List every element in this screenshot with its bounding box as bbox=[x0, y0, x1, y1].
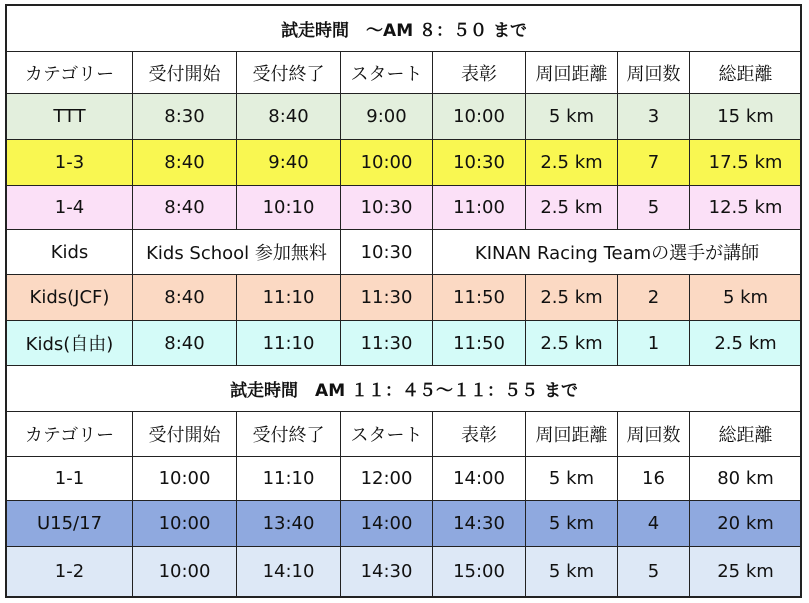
cell-start: 10:30 bbox=[341, 185, 433, 230]
cell-start: 10:00 bbox=[341, 140, 433, 186]
cell-reg-end: 10:10 bbox=[237, 185, 341, 230]
cell-reg-start: 8:40 bbox=[133, 185, 237, 230]
cell-category: Kids(自由) bbox=[7, 320, 133, 366]
cell-category: TTT bbox=[7, 94, 133, 140]
cell-reg-end: 13:40 bbox=[237, 501, 341, 547]
cell-start: 12:00 bbox=[341, 456, 433, 501]
table-row bbox=[7, 94, 802, 140]
table-row bbox=[7, 547, 802, 597]
section2-header-row bbox=[7, 412, 802, 457]
table-row bbox=[7, 140, 802, 186]
cell-category: 1-2 bbox=[7, 547, 133, 597]
header-category: カテゴリー bbox=[7, 412, 133, 457]
table-row-kids bbox=[7, 230, 802, 275]
cell-category: Kids bbox=[7, 230, 133, 275]
table-row bbox=[7, 320, 802, 366]
cell-lap: 5 km bbox=[526, 547, 618, 597]
section1-title: 試走時間 ～AM ８：５０ まで bbox=[7, 6, 802, 52]
cell-start: 11:30 bbox=[341, 320, 433, 366]
cell-total: 80 km bbox=[690, 456, 802, 501]
cell-total: 5 km bbox=[690, 275, 802, 321]
section1-title-row bbox=[7, 6, 802, 52]
cell-reg-start: 8:40 bbox=[133, 320, 237, 366]
cell-category: U15/17 bbox=[7, 501, 133, 547]
section2-title-row bbox=[7, 366, 802, 412]
header-total-distance: 総距離 bbox=[690, 51, 802, 94]
cell-award: 10:30 bbox=[433, 140, 526, 186]
cell-reg-end: 11:10 bbox=[237, 275, 341, 321]
header-laps: 周回数 bbox=[618, 51, 690, 94]
cell-reg-start: 8:30 bbox=[133, 94, 237, 140]
cell-award: 11:00 bbox=[433, 185, 526, 230]
cell-laps: 3 bbox=[618, 94, 690, 140]
cell-category: Kids(JCF) bbox=[7, 275, 133, 321]
cell-lap: 2.5 km bbox=[526, 140, 618, 186]
table-row bbox=[7, 275, 802, 321]
cell-award: 10:00 bbox=[433, 94, 526, 140]
cell-reg-start: 10:00 bbox=[133, 501, 237, 547]
section1-header-row bbox=[7, 51, 802, 94]
cell-award: 11:50 bbox=[433, 320, 526, 366]
cell-category: 1-3 bbox=[7, 140, 133, 186]
cell-total: 25 km bbox=[690, 547, 802, 597]
cell-total: 15 km bbox=[690, 94, 802, 140]
cell-reg-end: 14:10 bbox=[237, 547, 341, 597]
cell-kids-school: Kids School 参加無料 bbox=[133, 230, 341, 275]
cell-reg-end: 8:40 bbox=[237, 94, 341, 140]
cell-category: 1-4 bbox=[7, 185, 133, 230]
cell-reg-end: 9:40 bbox=[237, 140, 341, 186]
cell-total: 12.5 km bbox=[690, 185, 802, 230]
cell-start: 14:00 bbox=[341, 501, 433, 547]
cell-reg-start: 10:00 bbox=[133, 547, 237, 597]
cell-laps: 5 bbox=[618, 185, 690, 230]
cell-laps: 2 bbox=[618, 275, 690, 321]
cell-start: 11:30 bbox=[341, 275, 433, 321]
header-category: カテゴリー bbox=[7, 51, 133, 94]
cell-award: 14:30 bbox=[433, 501, 526, 547]
cell-lap: 5 km bbox=[526, 456, 618, 501]
section2-title: 試走時間 AM １１：４５～１１：５５ まで bbox=[7, 366, 802, 412]
header-start: スタート bbox=[341, 412, 433, 457]
cell-award: 11:50 bbox=[433, 275, 526, 321]
cell-laps: 4 bbox=[618, 501, 690, 547]
cell-start: 9:00 bbox=[341, 94, 433, 140]
cell-lap: 2.5 km bbox=[526, 320, 618, 366]
cell-reg-start: 10:00 bbox=[133, 456, 237, 501]
table-row bbox=[7, 456, 802, 501]
cell-award: 15:00 bbox=[433, 547, 526, 597]
header-reg-end: 受付終了 bbox=[237, 51, 341, 94]
cell-reg-start: 8:40 bbox=[133, 275, 237, 321]
table-row bbox=[7, 185, 802, 230]
cell-total: 20 km bbox=[690, 501, 802, 547]
cell-lap: 2.5 km bbox=[526, 185, 618, 230]
cell-laps: 5 bbox=[618, 547, 690, 597]
header-total-distance: 総距離 bbox=[690, 412, 802, 457]
table-row bbox=[7, 501, 802, 547]
cell-start: 10:30 bbox=[341, 230, 433, 275]
cell-total: 17.5 km bbox=[690, 140, 802, 186]
cell-reg-end: 11:10 bbox=[237, 456, 341, 501]
header-lap-distance: 周回距離 bbox=[526, 51, 618, 94]
race-schedule-table bbox=[6, 5, 802, 597]
cell-kids-note: KINAN Racing Teamの選手が講師 bbox=[433, 230, 802, 275]
cell-award: 14:00 bbox=[433, 456, 526, 501]
header-award: 表彰 bbox=[433, 412, 526, 457]
cell-reg-start: 8:40 bbox=[133, 140, 237, 186]
header-reg-end: 受付終了 bbox=[237, 412, 341, 457]
cell-category: 1-1 bbox=[7, 456, 133, 501]
header-start: スタート bbox=[341, 51, 433, 94]
cell-reg-end: 11:10 bbox=[237, 320, 341, 366]
cell-total: 2.5 km bbox=[690, 320, 802, 366]
cell-laps: 7 bbox=[618, 140, 690, 186]
header-reg-start: 受付開始 bbox=[133, 412, 237, 457]
header-lap-distance: 周回距離 bbox=[526, 412, 618, 457]
cell-laps: 1 bbox=[618, 320, 690, 366]
cell-laps: 16 bbox=[618, 456, 690, 501]
header-award: 表彰 bbox=[433, 51, 526, 94]
header-laps: 周回数 bbox=[618, 412, 690, 457]
cell-lap: 5 km bbox=[526, 94, 618, 140]
cell-start: 14:30 bbox=[341, 547, 433, 597]
cell-lap: 2.5 km bbox=[526, 275, 618, 321]
cell-lap: 5 km bbox=[526, 501, 618, 547]
header-reg-start: 受付開始 bbox=[133, 51, 237, 94]
